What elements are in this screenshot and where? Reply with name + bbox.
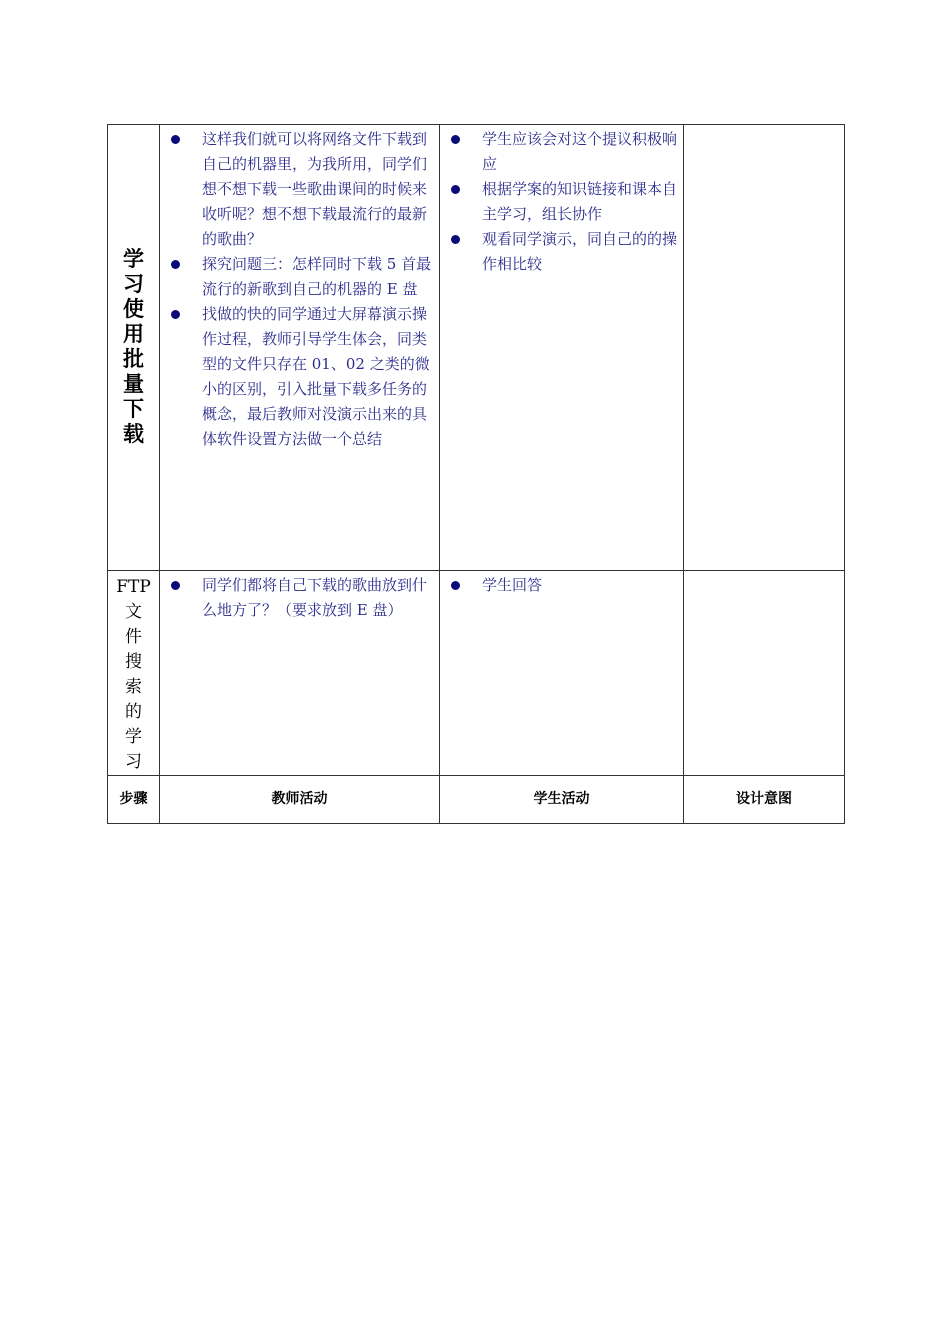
header-step: 步骤: [108, 776, 160, 824]
step-char: 载: [123, 422, 144, 446]
teacher-activity-cell: [160, 571, 440, 776]
bullet-icon: [451, 185, 460, 194]
bullet-icon: [171, 135, 180, 144]
bullet-icon: [171, 260, 180, 269]
item-text: 找做的快的同学通过大屏幕演示操作过程，教师引导学生体会，同类型的文件只存在 01、02 之类的微小的区别，引入批量下载多任务的概念，最后教师对没演示出来的具体软件设置方法做一个总结: [202, 305, 430, 448]
step-line: 文: [125, 602, 142, 622]
item-text: 根据学案的知识链接和课本自主学习，组长协作: [482, 180, 678, 223]
item-text: 学生应该会对这个提议积极响应: [482, 130, 678, 173]
list-item: [440, 177, 683, 227]
header-design-intent: 设计意图: [684, 776, 845, 824]
item-text: 同学们都将自己下载的歌曲放到什么地方了？（要求放到 E 盘）: [202, 576, 428, 619]
step-char: 用: [123, 322, 144, 346]
step-line: 学: [125, 727, 142, 747]
step-line: 件: [125, 627, 142, 647]
step-char: 下: [123, 397, 144, 421]
step-char: 学: [123, 247, 144, 271]
header-row: [108, 776, 845, 824]
design-intent-cell: [684, 571, 845, 776]
list-item: [160, 252, 439, 302]
bullet-icon: [451, 235, 460, 244]
header-teacher-activity: 教师活动: [160, 776, 440, 824]
list-item: [160, 573, 439, 623]
list-item: [440, 227, 683, 277]
list-item: [160, 127, 439, 252]
student-activity-cell: [440, 125, 684, 571]
step-char: 习: [123, 272, 144, 296]
teacher-activity-cell: [160, 125, 440, 571]
list-item: [440, 127, 683, 177]
step-line: 的: [125, 702, 142, 722]
item-text: 这样我们就可以将网络文件下载到自己的机器里，为我所用，同学们想不想下载一些歌曲课间的时候来收听呢？想不想下载最流行的最新的歌曲？: [202, 130, 428, 248]
step-char: 使: [123, 297, 144, 321]
list-item: [440, 573, 683, 598]
bullet-icon: [451, 581, 460, 590]
item-text: 学生回答: [482, 576, 543, 594]
item-text: 探究问题三：怎样同时下载 5 首最流行的新歌到自己的机器的 E 盘: [202, 255, 432, 298]
step-line: 习: [125, 752, 142, 772]
design-intent-cell: [684, 125, 845, 571]
step-line: FTP: [116, 577, 151, 597]
bullet-icon: [451, 135, 460, 144]
list-item: [160, 302, 439, 452]
table-row: [108, 571, 845, 776]
lesson-plan-table: [107, 124, 845, 824]
step-cell: [108, 571, 160, 776]
step-label-ftp-search: [108, 571, 159, 775]
step-cell: [108, 125, 160, 571]
header-student-activity: 学生活动: [440, 776, 684, 824]
student-activity-cell: [440, 571, 684, 776]
bullet-icon: [171, 581, 180, 590]
item-text: 观看同学演示，同自己的的操作相比较: [482, 230, 678, 273]
bullet-icon: [171, 310, 180, 319]
table-row: [108, 125, 845, 571]
step-line: 搜: [125, 652, 142, 672]
step-line: 索: [125, 677, 142, 697]
step-label-batch-download: [108, 125, 159, 447]
step-char: 量: [123, 372, 144, 396]
step-char: 批: [123, 347, 144, 371]
